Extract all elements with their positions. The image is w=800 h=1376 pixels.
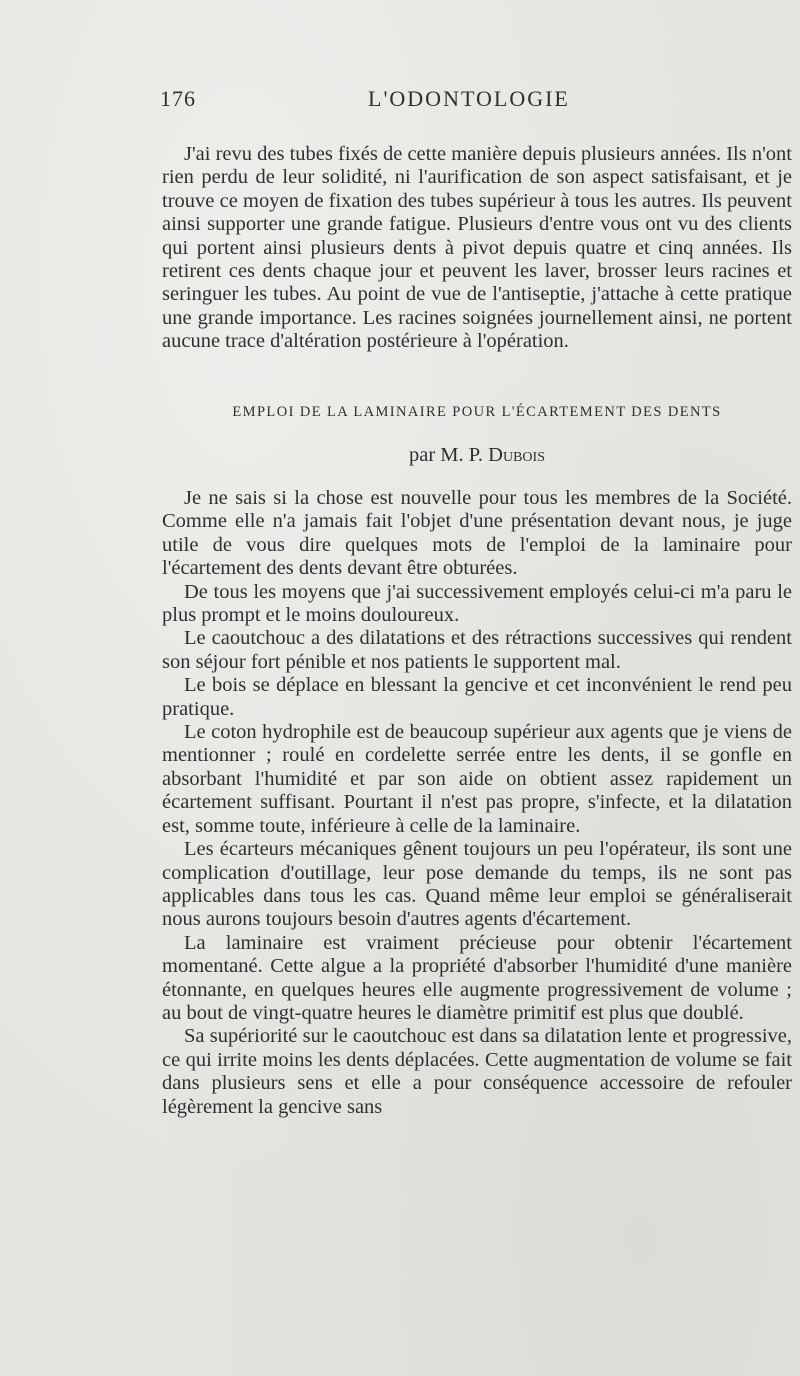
paragraph: Le coton hydrophile est de beaucoup supérieur aux agents que je viens de mentionner ; roulé en cordelette serrée entre les dents, il se gonfle en absorbant l'humidité et par son aide on obtient assez rapidement un écartement suffisant. Pourtant il n'est pas propre, s'infecte, et la dilatation est, somme toute, inférieure à celle de la laminaire. (162, 721, 792, 837)
section-heading: EMPLOI DE LA LAMINAIRE POUR L'ÉCARTEMENT DES DENTS (232, 404, 722, 420)
page-number: 176 (160, 86, 196, 111)
paragraph: J'ai revu des tubes fixés de cette manière depuis plusieurs années. Ils n'ont rien perdu de leur solidité, ni l'aurification de son aspect satisfaisant, et je trouve ce moyen de fixation des tubes supérieur à tous les autres. Ils peuvent ainsi supporter une grande fatigue. Plusieurs d'entre vous ont vu des clients qui portent ainsi plusieurs dents à pivot depuis quatre et cinq années. Ils retirent ces dents chaque jour et peuvent les laver, brosser leurs racines et seringuer les tubes. Au point de vue de l'antiseptie, j'attache à cette pratique une grande importance. Les racines soignées journellement ainsi, ne portent aucune trace d'altération postérieure à l'opération. (162, 143, 792, 353)
paragraph: Sa supériorité sur le caoutchouc est dans sa dilatation lente et progressive, ce qui irrite moins les dents déplacées. Cette augmentation de volume se fait dans plusieurs sens et elle a pour conséquence accessoire de refouler légèrement la gencive sans (162, 1025, 792, 1118)
article-body (162, 487, 792, 1119)
author-name: Dubois (488, 444, 545, 466)
page-header (160, 86, 792, 116)
paragraph: La laminaire est vraiment précieuse pour obtenir l'écartement momentané. Cette algue a la propriété d'absorber l'humidité d'une manière étonnante, en quelques heures elle augmente progressivement de volume ; au bout de vingt-quatre heures le diamètre primitif est plus que doublé. (162, 931, 792, 1024)
byline-prefix: par M. P. (409, 444, 484, 466)
running-title: L'ODONTOLOGIE (368, 86, 570, 111)
author-byline (162, 444, 792, 467)
paragraph: Les écarteurs mécaniques gênent toujours un peu l'opérateur, ils sont une complication d'outillage, leur pose demande du temps, ils ne sont pas applicables dans tous les cas. Quand même leur emploi se généraliserait nous aurons toujours besoin d'autres agents d'écartement. (162, 838, 792, 931)
paragraph: Le bois se déplace en blessant la gencive et cet inconvénient le rend peu pratique. (162, 674, 792, 720)
intro-text (162, 143, 792, 354)
paragraph: Je ne sais si la chose est nouvelle pour tous les membres de la Société. Comme elle n'a jamais fait l'objet d'une présentation devant nous, je juge utile de vous dire quelques mots de l'emploi de la laminaire pour l'écartement des dents devant être obturées. (162, 487, 792, 580)
paragraph: De tous les moyens que j'ai successivement employés celui-ci m'a paru le plus prompt et le moins douloureux. (162, 580, 792, 627)
paragraph: Le caoutchouc a des dilatations et des rétractions successives qui rendent son séjour fort pénible et nos patients le supportent mal. (162, 627, 792, 673)
